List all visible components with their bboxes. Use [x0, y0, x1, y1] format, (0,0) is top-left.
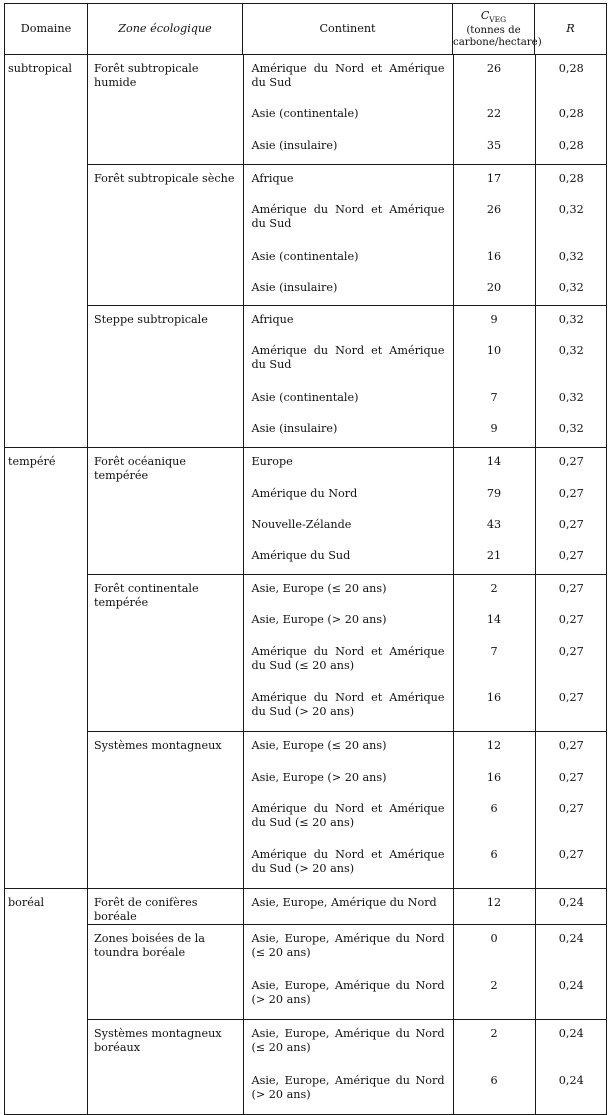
zone-cell [88, 732, 243, 889]
domain-zones-cell [88, 448, 607, 889]
cveg-value: 7 [490, 645, 498, 658]
r-value: 0,32 [558, 203, 584, 216]
zone-cell [88, 889, 243, 925]
header-r: R [535, 4, 607, 55]
cveg-value: 17 [486, 172, 502, 185]
cveg-value: 12 [486, 896, 502, 909]
zone-label: Steppe subtropicale [94, 313, 208, 326]
continent-value: Asie, Europe (≤ 20 ans) [251, 582, 387, 595]
zone-row [88, 306, 607, 448]
cveg-value: 12 [486, 739, 502, 752]
continent-value: Amérique du Nord et Amérique du Sud (≤ 20 ans) [251, 645, 445, 672]
r-value: 0,27 [558, 518, 584, 531]
r-value: 0,24 [558, 932, 584, 945]
r-value: 0,24 [558, 1027, 584, 1040]
r-value: 0,28 [558, 172, 584, 185]
continent-value: Asie, Europe, Amérique du Nord (> 20 ans) [251, 979, 445, 1006]
r-value: 0,24 [558, 1074, 584, 1087]
c-cell [453, 1020, 535, 1115]
continent-value: Amérique du Nord [251, 487, 358, 500]
r-value: 0,32 [558, 344, 584, 357]
domain-cell [5, 55, 88, 448]
zone-cell [88, 448, 243, 575]
r-value: 0,27 [558, 582, 584, 595]
continent-cell [243, 575, 453, 732]
continent-value: Amérique du Sud [251, 549, 351, 562]
cveg-value: 35 [486, 139, 502, 152]
zone-cell [88, 306, 243, 448]
r-cell [535, 889, 607, 925]
zone-row [88, 448, 607, 575]
r-value: 0,32 [558, 313, 584, 326]
cveg-value: 16 [486, 771, 502, 784]
table-header-row [5, 4, 607, 55]
cveg-value: 21 [486, 549, 502, 562]
r-cell [535, 732, 607, 889]
cveg-value: 6 [490, 802, 498, 815]
zone-cell [88, 925, 243, 1020]
zone-label: Systèmes montagneux boréaux [94, 1027, 222, 1054]
zone-row [88, 165, 607, 306]
zone-label: Systèmes montagneux [94, 739, 222, 752]
zone-label: Zones boisées de la toundra boréale [94, 932, 205, 959]
cveg-value: 26 [486, 62, 502, 75]
c-cell [453, 925, 535, 1020]
continent-value: Asie (insulaire) [251, 139, 338, 152]
carbon-table-container [4, 3, 607, 1115]
domain-label: tempéré [8, 455, 56, 468]
cveg-value: 14 [486, 613, 502, 626]
zone-label: Forêt océanique tempérée [94, 455, 186, 482]
cveg-value: 6 [490, 848, 498, 861]
continent-value: Asie, Europe (> 20 ans) [251, 771, 387, 784]
cveg-subscript: VEG [489, 14, 507, 24]
continent-value: Asie, Europe, Amérique du Nord (≤ 20 ans) [251, 1027, 445, 1054]
cveg-value: 10 [486, 344, 502, 357]
header-cveg [453, 4, 542, 55]
continent-value: Amérique du Nord et Amérique du Sud (> 20 ans) [251, 848, 445, 875]
zone-cell [88, 575, 243, 732]
cveg-value: 79 [486, 487, 502, 500]
domain-group-row [5, 448, 607, 889]
zone-row [88, 1020, 607, 1115]
c-cell [453, 889, 535, 925]
header-domaine: Domaine [5, 4, 88, 55]
continent-value: Amérique du Nord et Amérique du Sud (> 20 ans) [251, 691, 445, 718]
r-value: 0,32 [558, 391, 584, 404]
cveg-value: 22 [486, 107, 502, 120]
zones-table [88, 448, 607, 888]
carbon-stock-table [4, 3, 607, 1115]
c-cell [453, 732, 535, 889]
zone-label: Forêt continentale tempérée [94, 582, 199, 609]
r-value: 0,28 [558, 107, 584, 120]
r-cell [535, 165, 607, 306]
continent-value: Amérique du Nord et Amérique du Sud [251, 203, 445, 230]
domain-zones-cell [88, 55, 607, 448]
domain-zones-cell [88, 889, 607, 1115]
domain-cell [5, 889, 88, 1115]
r-value: 0,24 [558, 896, 584, 909]
continent-value: Amérique du Nord et Amérique du Sud [251, 344, 445, 371]
continent-value: Amérique du Nord et Amérique du Sud [251, 62, 445, 89]
continent-value: Asie, Europe, Amérique du Nord (≤ 20 ans) [251, 932, 445, 959]
r-cell [535, 448, 607, 575]
r-value: 0,32 [558, 422, 584, 435]
cveg-value: 20 [486, 281, 502, 294]
domain-group-row [5, 889, 607, 1115]
r-cell [535, 925, 607, 1020]
r-value: 0,27 [558, 848, 584, 861]
r-value: 0,27 [558, 613, 584, 626]
cveg-value: 2 [490, 582, 498, 595]
r-value: 0,27 [558, 487, 584, 500]
cveg-value: 16 [486, 250, 502, 263]
zone-cell [88, 1020, 243, 1115]
c-cell [453, 165, 535, 306]
cveg-value: 14 [486, 455, 502, 468]
continent-cell [243, 306, 453, 448]
cveg-value: 7 [490, 391, 498, 404]
continent-cell [243, 889, 453, 925]
table-body [5, 55, 607, 1115]
zones-table [88, 55, 607, 447]
domain-group-row [5, 55, 607, 448]
continent-cell [243, 1020, 453, 1115]
r-cell [535, 306, 607, 448]
cveg-value: 9 [490, 313, 498, 326]
r-value: 0,27 [558, 802, 584, 815]
cveg-value: 2 [490, 979, 498, 992]
r-cell [535, 575, 607, 732]
zone-cell [88, 165, 243, 306]
r-value: 0,28 [558, 62, 584, 75]
continent-value: Asie, Europe (≤ 20 ans) [251, 739, 387, 752]
header-continent: Continent [243, 4, 453, 55]
continent-value: Afrique [251, 313, 294, 326]
zone-cell [88, 55, 243, 165]
continent-value: Asie (continentale) [251, 391, 359, 404]
zone-row [88, 925, 607, 1020]
domain-label: boréal [8, 896, 45, 909]
continent-value: Asie (continentale) [251, 250, 359, 263]
r-value: 0,27 [558, 771, 584, 784]
zone-row [88, 732, 607, 889]
continent-cell [243, 925, 453, 1020]
continent-value: Asie (continentale) [251, 107, 359, 120]
c-cell [453, 575, 535, 732]
r-value: 0,32 [558, 250, 584, 263]
continent-value: Asie (insulaire) [251, 281, 338, 294]
continent-value: Asie (insulaire) [251, 422, 338, 435]
c-cell [453, 448, 535, 575]
r-cell [535, 1020, 607, 1115]
zone-row [88, 889, 607, 925]
continent-value: Afrique [251, 172, 294, 185]
r-value: 0,24 [558, 979, 584, 992]
r-value: 0,27 [558, 739, 584, 752]
c-cell [453, 55, 535, 165]
r-value: 0,27 [558, 549, 584, 562]
continent-cell [243, 448, 453, 575]
zone-label: Forêt subtropicale sèche [94, 172, 235, 185]
cveg-units: (tonnes de carbone/hectare) [453, 25, 542, 48]
continent-value: Europe [251, 455, 293, 468]
zone-row [88, 575, 607, 732]
zone-label: Forêt subtropicale humide [94, 62, 199, 89]
r-value: 0,32 [558, 281, 584, 294]
zones-table [88, 889, 607, 1114]
cveg-value: 43 [486, 518, 502, 531]
continent-value: Asie, Europe, Amérique du Nord (> 20 ans) [251, 1074, 445, 1101]
r-value: 0,27 [558, 645, 584, 658]
continent-cell [243, 165, 453, 306]
continent-value: Asie, Europe, Amérique du Nord [251, 896, 437, 909]
continent-value: Nouvelle-Zélande [251, 518, 352, 531]
continent-value: Asie, Europe (> 20 ans) [251, 613, 387, 626]
r-value: 0,27 [558, 455, 584, 468]
cveg-value: 26 [486, 203, 502, 216]
r-value: 0,28 [558, 139, 584, 152]
header-zone: Zone écologique [88, 4, 243, 55]
cveg-value: 9 [490, 422, 498, 435]
continent-cell [243, 732, 453, 889]
cveg-value: 0 [490, 932, 498, 945]
cveg-value: 6 [490, 1074, 498, 1087]
domain-label: subtropical [8, 62, 72, 75]
r-value: 0,27 [558, 691, 584, 704]
zone-row [88, 55, 607, 165]
domain-cell [5, 448, 88, 889]
cveg-value: 2 [490, 1027, 498, 1040]
c-cell [453, 306, 535, 448]
continent-cell [243, 55, 453, 165]
zone-label: Forêt de conifères boréale [94, 896, 198, 923]
cveg-symbol: C [480, 8, 490, 22]
r-cell [535, 55, 607, 165]
continent-value: Amérique du Nord et Amérique du Sud (≤ 20 ans) [251, 802, 445, 829]
cveg-value: 16 [486, 691, 502, 704]
